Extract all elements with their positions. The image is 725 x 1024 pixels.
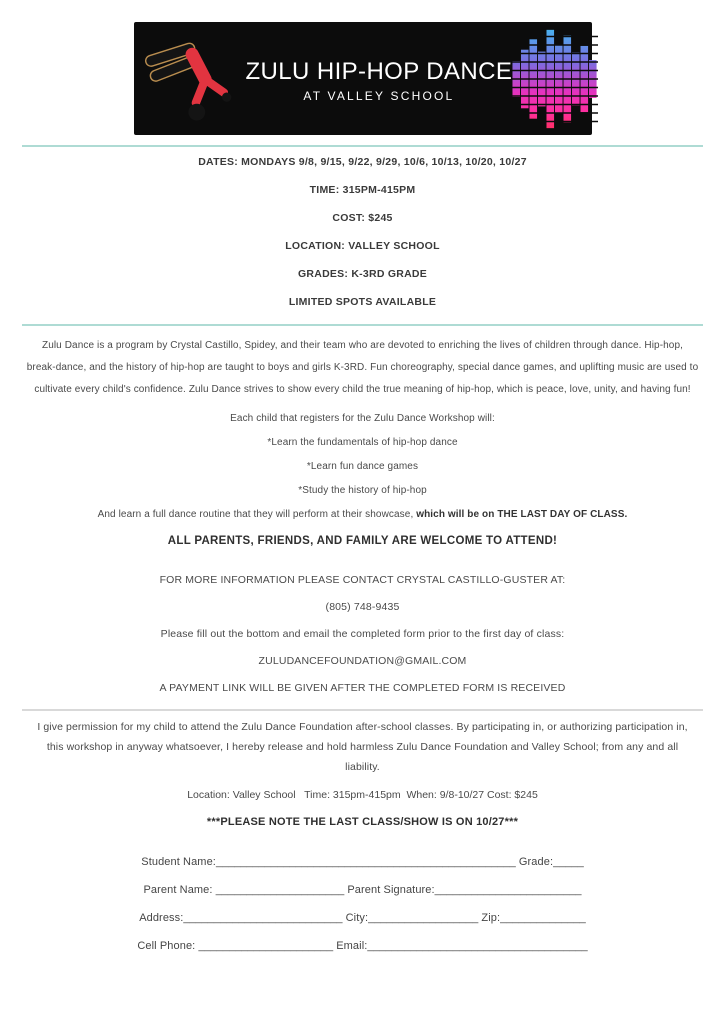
last-class-note: ***PLEASE NOTE THE LAST CLASS/SHOW IS ON 10/27*** xyxy=(206,816,519,828)
contact-section xyxy=(0,547,725,694)
about-section xyxy=(0,326,725,547)
equalizer-icon xyxy=(512,27,598,131)
parent-signature-blank: ________________________ xyxy=(434,884,582,896)
permission-text: I give permission for my child to attend the Zulu Dance Foundation after-school classes. By participating in, or authorizing participation in, this workshop in anyway whatsoever, I hereby release and hold harmless Zulu Dance Foundation and Valley School; from any and all liability. xyxy=(37,721,688,773)
program-description: Zulu Dance is a program by Crystal Castillo, Spidey, and their team who are devoted to enriching the lives of children through dance. Hip-hop, break-dance, and the history of hip-hop are taught to boys and girls K-3RD. Fun choreography, special dance games, and uplifting music are used to cultivate every child's confidence. Zulu Dance strives to show every child the true meaning of hip-hop, which is peace, love, unity, and having fun! xyxy=(26,340,699,395)
address-label: Address: xyxy=(139,912,184,924)
banner xyxy=(134,22,592,135)
location-line: LOCATION: VALLEY SCHOOL xyxy=(285,240,440,252)
bullet-fundamentals: *Learn the fundamentals of hip-hop dance xyxy=(267,437,458,448)
address-blank: __________________________ xyxy=(183,912,343,924)
form-row-phone-email xyxy=(0,940,725,952)
banner-text xyxy=(246,58,513,103)
dates-line: DATES: MONDAYS 9/8, 9/15, 9/22, 9/29, 10/6, 10/13, 10/20, 10/27 xyxy=(198,156,527,168)
registers-line: Each child that registers for the Zulu Dance Workshop will: xyxy=(230,413,495,424)
cost-line: COST: $245 xyxy=(332,212,393,224)
welcome-line: ALL PARENTS, FRIENDS, AND FAMILY ARE WELCOME TO ATTEND! xyxy=(167,535,558,547)
city-blank: __________________ xyxy=(368,912,479,924)
payment-line: A PAYMENT LINK WILL BE GIVEN AFTER THE COMPLETED FORM IS RECEIVED xyxy=(159,682,566,694)
grade-label: Grade: xyxy=(515,856,554,868)
routine-line xyxy=(0,509,725,520)
routine-regular-text: And learn a full dance routine that they will perform at their showcase, xyxy=(97,509,417,520)
grade-blank: _____ xyxy=(553,856,584,868)
contact-info-line: FOR MORE INFORMATION PLEASE CONTACT CRYSTAL CASTILLO-GUSTER AT: xyxy=(159,574,566,586)
form-row-student xyxy=(0,856,725,868)
grades-line: GRADES: K-3RD GRADE xyxy=(297,268,427,280)
banner-subtitle: AT VALLEY SCHOOL xyxy=(303,89,455,103)
time-line: TIME: 315PM-415PM xyxy=(309,184,416,196)
registration-form xyxy=(0,828,725,952)
cell-phone-label: Cell Phone: xyxy=(137,940,199,952)
student-name-blank: _________________________________________________ xyxy=(215,856,516,868)
parent-name-label: Parent Name: xyxy=(143,884,216,896)
bullet-games: *Learn fun dance games xyxy=(306,461,419,472)
email-label: Email: xyxy=(333,940,368,952)
email-address: ZULUDANCEFOUNDATION@GMAIL.COM xyxy=(258,655,467,667)
student-name-label: Student Name: xyxy=(141,856,216,868)
fill-out-line: Please fill out the bottom and email the completed form prior to the first day of class: xyxy=(160,628,565,640)
cell-phone-blank: ______________________ xyxy=(198,940,334,952)
form-row-address xyxy=(0,912,725,924)
parent-signature-label: Parent Signature: xyxy=(344,884,435,896)
zip-label: Zip: xyxy=(478,912,501,924)
banner-title: ZULU HIP-HOP DANCE xyxy=(245,58,513,85)
routine-bold-text: which will be on THE LAST DAY OF CLASS. xyxy=(416,509,628,520)
city-label: City: xyxy=(342,912,369,924)
bullet-history: *Study the history of hip-hop xyxy=(298,485,427,496)
class-summary-line: Location: Valley School Time: 315pm-415pm When: 9/8-10/27 Cost: $245 xyxy=(187,789,538,801)
spots-line: LIMITED SPOTS AVAILABLE xyxy=(288,296,437,308)
zip-blank: ______________ xyxy=(500,912,586,924)
permission-section xyxy=(0,711,725,828)
class-details-section xyxy=(0,147,725,308)
email-blank: ____________________________________ xyxy=(367,940,588,952)
form-row-parent xyxy=(0,884,725,896)
breakdancer-icon xyxy=(142,30,246,128)
phone-number: (805) 748-9435 xyxy=(325,601,400,613)
parent-name-blank: _____________________ xyxy=(215,884,345,896)
